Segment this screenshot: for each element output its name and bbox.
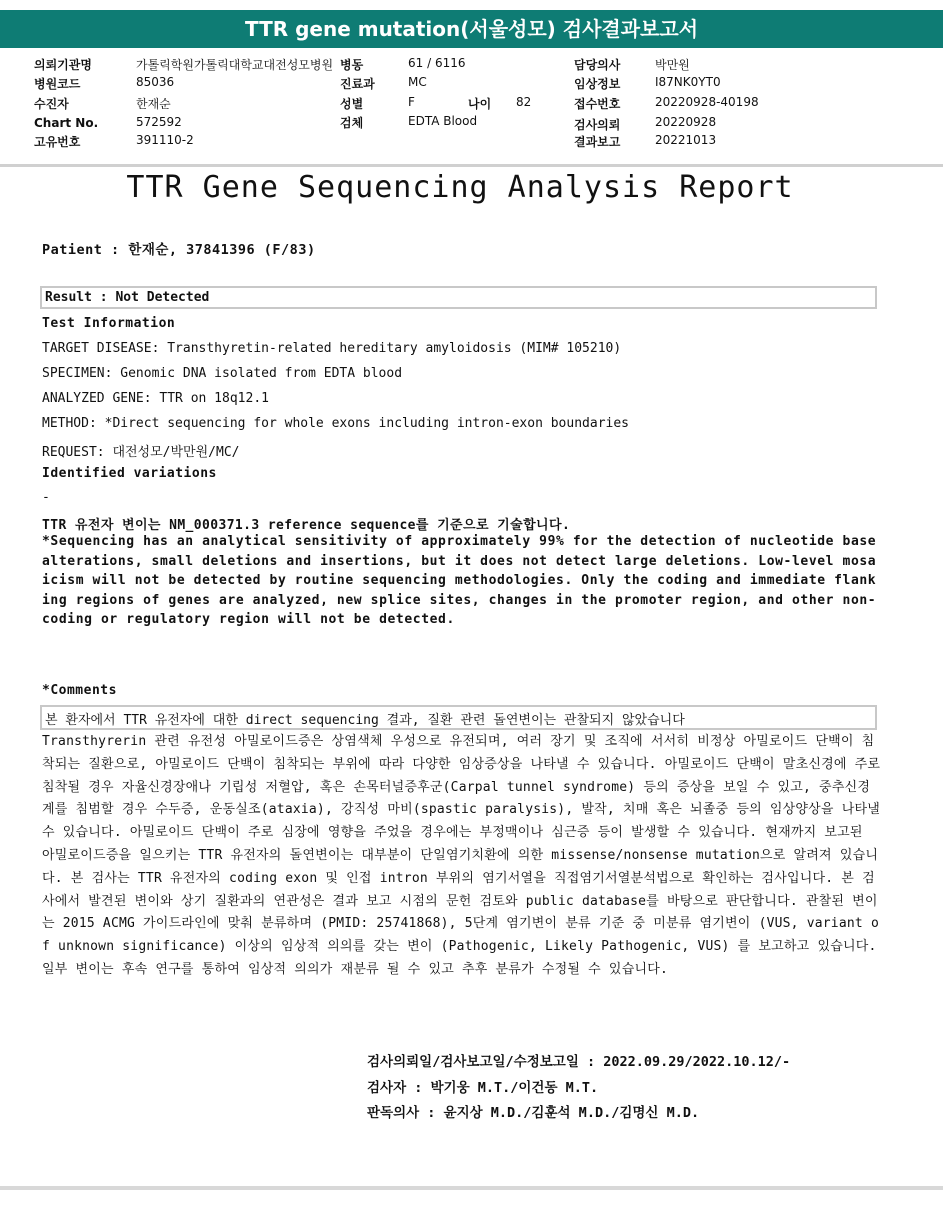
- sequencing-note: *Sequencing has an analytical sensitivity of approximately 99% for the detection of nucleotide base alterations, small deletions and insertions, but it does not detect large deletions. Low-level mosaicism will not be detected by routine sequencing methodologies. Only the coding and immediate flanking regions of genes are analyzed, new splice sites, changes in the promoter region, and other non-coding or regulatory region will not be detected.: [42, 534, 877, 627]
- dates-line: 검사의뢰일/검사보고일/수정보고일 : 2022.09.29/2022.10.12/-: [367, 1054, 791, 1070]
- patient-line: Patient : 한재순, 37841396 (F/83): [42, 242, 316, 258]
- hospital-code-label: 병원코드: [34, 77, 81, 91]
- institution-label: 의뢰기관명: [34, 58, 92, 72]
- comment-box-text: 본 환자에서 TTR 유전자에 대한 direct sequencing 결과, 질환 관련 돌연변이는 관찰되지 않았습니다: [45, 713, 685, 728]
- comments-heading: *Comments: [42, 683, 117, 698]
- dept-value: MC: [408, 75, 427, 89]
- chart-value: 572592: [136, 115, 182, 129]
- reader-line: 판독의사 : 윤지상 M.D./김훈석 M.D./김명신 M.D.: [367, 1105, 700, 1121]
- result-date-label: 결과보고: [574, 135, 621, 149]
- specimen-line: SPECIMEN: Genomic DNA isolated from EDTA blood: [42, 366, 403, 381]
- ward-value: 61 / 6116: [408, 56, 466, 70]
- clinical-label: 임상정보: [574, 77, 621, 91]
- target-disease: TARGET DISEASE: Transthyretin-related hereditary amyloidosis (MIM# 105210): [42, 341, 622, 356]
- result-date-value: 20221013: [655, 133, 717, 147]
- reference-note: TTR 유전자 변이는 NM_000371.3 reference sequence를 기준으로 기술합니다.: [42, 518, 571, 533]
- receipt-label: 접수번호: [574, 97, 621, 111]
- receipt-value: 20220928-40198: [655, 95, 759, 109]
- sex-value: F: [408, 95, 415, 109]
- patient-header: [0, 52, 943, 162]
- header-divider: [0, 164, 943, 167]
- specimen-value: EDTA Blood: [408, 114, 478, 128]
- report-title-bar: TTR gene mutation(서울성모) 검사결과보고서: [0, 10, 943, 48]
- comment-box: [40, 705, 877, 730]
- doctor-value: 박만원: [655, 58, 690, 72]
- dept-label: 진료과: [340, 77, 375, 91]
- comment-body: Transthyrerin 관련 유전성 아밀로이드증은 상염색체 우성으로 유전되며, 여러 장기 및 조직에 서서히 비정상 아밀로이드 단백이 침착되는 질환으로, 아밀로이드 단백이 침착되는 부위에 따라 다양한 임상증상을 나타낼 수 있습니다. 아밀로이드 단백이 말초신경에 주로 침착될 경우 자율신경장애나 기립성 저혈압, 혹은 손목터널증후군(Carpal tunnel syndrome) 등의 증상을 보일 수 있고, 중추신경계를 침범할 경우 수두증, 운동실조(ataxia), 강직성 마비(spastic paralysis), 발작, 치매 혹은 뇌졸중 등의 임상양상을 나타낼 수 있습니다. 아밀로이드 단백이 주로 심장에 영향을 주었을 경우에는 부정맥이나 심근증 등이 발생할 수 있습니다. 현재까지 보고된 아밀로이드증을 일으키는 TTR 유전자의 돌연변이는 대부분이 단일염기치환에 의한 missense/nonsense mutation으로 알려져 있습니다. 본 검사는 TTR 유전자의 coding exon 및 인접 intron 부위의 염기서열을 직접염기서열분석법으로 확인하는 검사입니다. 본 검사에서 발견된 변이와 상기 질환과의 연관성은 결과 보고 시점의 문헌 검토와 public database를 바탕으로 판단합니다. 관찰된 변이는 2015 ACMG 가이드라인에 맞춰 분류하며 (PMID: 25741868), 5단계 염기변이 분류 기준 중 미분류 염기변이 (VUS, variant of unknown significance) 이상의 임상적 의의를 갖는 변이 (Pathogenic, Likely Pathogenic, VUS) 를 보고하고 있습니다. 일부 변이는 후속 연구를 통하여 임상적 의의가 재분류 될 수 있고 추후 분류가 수정될 수 있습니다.: [42, 734, 881, 977]
- report-body: [0, 168, 943, 1184]
- identified-value: -: [42, 490, 50, 505]
- chart-label: Chart No.: [34, 116, 99, 130]
- age-value: 82: [516, 95, 532, 109]
- result-box: [40, 286, 877, 309]
- footer-divider: [0, 1186, 943, 1190]
- unique-label: 고유번호: [34, 135, 81, 149]
- examinee-value: 한재순: [136, 97, 171, 111]
- result-text: Result : Not Detected: [45, 290, 210, 305]
- specimen-label: 검체: [340, 116, 364, 130]
- hospital-code-value: 85036: [136, 75, 175, 89]
- tester-line: 검사자 : 박기웅 M.T./이건동 M.T.: [367, 1080, 599, 1096]
- clinical-value: I87NK0YT0: [655, 75, 721, 89]
- test-info-heading: Test Information: [42, 316, 176, 331]
- unique-value: 391110-2: [136, 133, 194, 147]
- institution-value: 가톨릭학원가톨릭대학교대전성모병원: [136, 58, 334, 72]
- request-date-value: 20220928: [655, 115, 717, 129]
- identified-heading: Identified variations: [42, 466, 217, 481]
- doctor-label: 담당의사: [574, 58, 621, 72]
- report-title: TTR Gene Sequencing Analysis Report: [126, 170, 794, 205]
- analyzed-gene: ANALYZED GENE: TTR on 18q12.1: [42, 391, 269, 406]
- request-line: REQUEST: 대전성모/박만원/MC/: [42, 445, 240, 460]
- examinee-label: 수진자: [34, 97, 69, 111]
- age-label: 나이: [468, 97, 492, 111]
- sex-label: 성별: [340, 97, 364, 111]
- ward-label: 병동: [340, 58, 364, 72]
- method-line: METHOD: *Direct sequencing for whole exons including intron-exon boundaries: [42, 416, 629, 431]
- request-date-label: 검사의뢰: [574, 118, 621, 132]
